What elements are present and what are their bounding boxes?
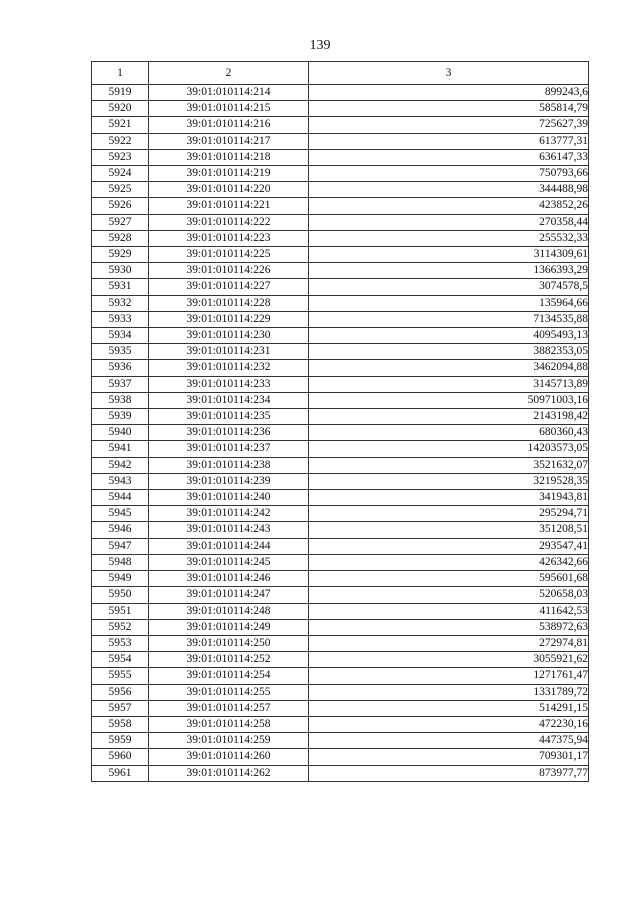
cadastral-value-cell: 472230,16 xyxy=(309,716,589,732)
cadastral-value-cell: 270358,44 xyxy=(309,214,589,230)
row-number-cell: 5932 xyxy=(92,295,149,311)
cadastral-value-cell: 272974,81 xyxy=(309,635,589,651)
cadastral-value-cell: 3114309,61 xyxy=(309,247,589,263)
cadastral-value-cell: 514291,15 xyxy=(309,700,589,716)
cadastral-number-cell: 39:01:010114:248 xyxy=(149,603,309,619)
row-number-cell: 5927 xyxy=(92,214,149,230)
row-number-cell: 5951 xyxy=(92,603,149,619)
cadastral-value-table xyxy=(91,61,589,782)
cadastral-value-cell: 3074578,5 xyxy=(309,279,589,295)
table-row xyxy=(92,101,589,117)
cadastral-value-cell: 520658,03 xyxy=(309,587,589,603)
table-row xyxy=(92,635,589,651)
cadastral-value-cell: 1331789,72 xyxy=(309,684,589,700)
cadastral-number-cell: 39:01:010114:240 xyxy=(149,490,309,506)
table-row xyxy=(92,392,589,408)
column-header-1: 1 xyxy=(92,62,149,85)
cadastral-number-cell: 39:01:010114:235 xyxy=(149,409,309,425)
table-row xyxy=(92,700,589,716)
table-row xyxy=(92,214,589,230)
page-number: 139 xyxy=(309,38,331,53)
cadastral-value-cell: 750793,66 xyxy=(309,166,589,182)
table-row xyxy=(92,522,589,538)
cadastral-number-cell: 39:01:010114:214 xyxy=(149,85,309,101)
cadastral-number-cell: 39:01:010114:227 xyxy=(149,279,309,295)
row-number-cell: 5958 xyxy=(92,716,149,732)
cadastral-number-cell: 39:01:010114:232 xyxy=(149,360,309,376)
cadastral-number-cell: 39:01:010114:236 xyxy=(149,425,309,441)
table-row xyxy=(92,360,589,376)
cadastral-value-cell: 3219528,35 xyxy=(309,473,589,489)
table-row xyxy=(92,765,589,781)
row-number-cell: 5921 xyxy=(92,117,149,133)
row-number-cell: 5939 xyxy=(92,409,149,425)
cadastral-number-cell: 39:01:010114:238 xyxy=(149,457,309,473)
row-number-cell: 5952 xyxy=(92,619,149,635)
cadastral-number-cell: 39:01:010114:230 xyxy=(149,328,309,344)
table-row xyxy=(92,198,589,214)
cadastral-value-cell: 255532,33 xyxy=(309,230,589,246)
row-number-cell: 5949 xyxy=(92,571,149,587)
table-row xyxy=(92,619,589,635)
cadastral-value-cell: 725627,39 xyxy=(309,117,589,133)
cadastral-number-cell: 39:01:010114:237 xyxy=(149,441,309,457)
cadastral-number-cell: 39:01:010114:229 xyxy=(149,311,309,327)
cadastral-number-cell: 39:01:010114:220 xyxy=(149,182,309,198)
row-number-cell: 5928 xyxy=(92,230,149,246)
cadastral-value-cell: 680360,43 xyxy=(309,425,589,441)
row-number-cell: 5955 xyxy=(92,668,149,684)
row-number-cell: 5930 xyxy=(92,263,149,279)
cadastral-number-cell: 39:01:010114:239 xyxy=(149,473,309,489)
table-body xyxy=(92,85,589,782)
cadastral-number-cell: 39:01:010114:219 xyxy=(149,166,309,182)
cadastral-number-cell: 39:01:010114:215 xyxy=(149,101,309,117)
cadastral-number-cell: 39:01:010114:254 xyxy=(149,668,309,684)
table-row xyxy=(92,279,589,295)
table-row xyxy=(92,716,589,732)
cadastral-value-cell: 3145713,89 xyxy=(309,376,589,392)
table-row xyxy=(92,473,589,489)
table-row xyxy=(92,376,589,392)
cadastral-number-cell: 39:01:010114:223 xyxy=(149,230,309,246)
cadastral-value-cell: 585814,79 xyxy=(309,101,589,117)
table-row xyxy=(92,85,589,101)
table-row xyxy=(92,295,589,311)
cadastral-value-cell: 135964,66 xyxy=(309,295,589,311)
cadastral-number-cell: 39:01:010114:228 xyxy=(149,295,309,311)
table-row xyxy=(92,506,589,522)
row-number-cell: 5960 xyxy=(92,749,149,765)
cadastral-number-cell: 39:01:010114:260 xyxy=(149,749,309,765)
row-number-cell: 5957 xyxy=(92,700,149,716)
cadastral-number-cell: 39:01:010114:242 xyxy=(149,506,309,522)
cadastral-number-cell: 39:01:010114:258 xyxy=(149,716,309,732)
table-row xyxy=(92,133,589,149)
cadastral-value-cell: 3882353,05 xyxy=(309,344,589,360)
row-number-cell: 5941 xyxy=(92,441,149,457)
cadastral-number-cell: 39:01:010114:250 xyxy=(149,635,309,651)
cadastral-number-cell: 39:01:010114:221 xyxy=(149,198,309,214)
cadastral-value-cell: 3521632,07 xyxy=(309,457,589,473)
table-row xyxy=(92,247,589,263)
cadastral-number-cell: 39:01:010114:234 xyxy=(149,392,309,408)
table-row xyxy=(92,587,589,603)
row-number-cell: 5931 xyxy=(92,279,149,295)
table-row xyxy=(92,490,589,506)
table-header xyxy=(92,62,589,85)
table-row xyxy=(92,182,589,198)
row-number-cell: 5940 xyxy=(92,425,149,441)
table-row xyxy=(92,457,589,473)
cadastral-value-cell: 1271761,47 xyxy=(309,668,589,684)
row-number-cell: 5920 xyxy=(92,101,149,117)
table-row xyxy=(92,652,589,668)
cadastral-value-cell: 411642,53 xyxy=(309,603,589,619)
cadastral-value-cell: 14203573,05 xyxy=(309,441,589,457)
row-number-cell: 5942 xyxy=(92,457,149,473)
row-number-cell: 5938 xyxy=(92,392,149,408)
cadastral-number-cell: 39:01:010114:255 xyxy=(149,684,309,700)
cadastral-value-cell: 344488,98 xyxy=(309,182,589,198)
row-number-cell: 5953 xyxy=(92,635,149,651)
cadastral-value-cell: 426342,66 xyxy=(309,554,589,570)
table-row xyxy=(92,149,589,165)
cadastral-number-cell: 39:01:010114:216 xyxy=(149,117,309,133)
cadastral-value-cell: 636147,33 xyxy=(309,149,589,165)
cadastral-value-cell: 538972,63 xyxy=(309,619,589,635)
cadastral-value-cell: 351208,51 xyxy=(309,522,589,538)
table-row xyxy=(92,441,589,457)
cadastral-value-cell: 293547,41 xyxy=(309,538,589,554)
row-number-cell: 5925 xyxy=(92,182,149,198)
table-row xyxy=(92,554,589,570)
row-number-cell: 5954 xyxy=(92,652,149,668)
table-row xyxy=(92,571,589,587)
cadastral-number-cell: 39:01:010114:233 xyxy=(149,376,309,392)
cadastral-number-cell: 39:01:010114:259 xyxy=(149,733,309,749)
cadastral-number-cell: 39:01:010114:244 xyxy=(149,538,309,554)
table-row xyxy=(92,328,589,344)
cadastral-number-cell: 39:01:010114:217 xyxy=(149,133,309,149)
row-number-cell: 5948 xyxy=(92,554,149,570)
table-row xyxy=(92,749,589,765)
row-number-cell: 5945 xyxy=(92,506,149,522)
cadastral-value-cell: 2143198,42 xyxy=(309,409,589,425)
cadastral-number-cell: 39:01:010114:257 xyxy=(149,700,309,716)
table-row xyxy=(92,311,589,327)
row-number-cell: 5961 xyxy=(92,765,149,781)
cadastral-number-cell: 39:01:010114:243 xyxy=(149,522,309,538)
cadastral-number-cell: 39:01:010114:262 xyxy=(149,765,309,781)
row-number-cell: 5924 xyxy=(92,166,149,182)
cadastral-value-cell: 7134535,88 xyxy=(309,311,589,327)
table-row xyxy=(92,684,589,700)
cadastral-value-cell: 447375,94 xyxy=(309,733,589,749)
table-row xyxy=(92,603,589,619)
cadastral-value-cell: 709301,17 xyxy=(309,749,589,765)
cadastral-number-cell: 39:01:010114:249 xyxy=(149,619,309,635)
table-row xyxy=(92,263,589,279)
cadastral-value-cell: 595601,68 xyxy=(309,571,589,587)
cadastral-value-cell: 1366393,29 xyxy=(309,263,589,279)
row-number-cell: 5922 xyxy=(92,133,149,149)
row-number-cell: 5919 xyxy=(92,85,149,101)
cadastral-value-cell: 873977,77 xyxy=(309,765,589,781)
cadastral-number-cell: 39:01:010114:231 xyxy=(149,344,309,360)
row-number-cell: 5936 xyxy=(92,360,149,376)
table-row xyxy=(92,117,589,133)
row-number-cell: 5935 xyxy=(92,344,149,360)
row-number-cell: 5937 xyxy=(92,376,149,392)
cadastral-number-cell: 39:01:010114:222 xyxy=(149,214,309,230)
cadastral-number-cell: 39:01:010114:247 xyxy=(149,587,309,603)
header-row xyxy=(92,62,589,85)
row-number-cell: 5944 xyxy=(92,490,149,506)
cadastral-number-cell: 39:01:010114:218 xyxy=(149,149,309,165)
table-row xyxy=(92,425,589,441)
cadastral-number-cell: 39:01:010114:226 xyxy=(149,263,309,279)
row-number-cell: 5926 xyxy=(92,198,149,214)
cadastral-value-cell: 3055921,62 xyxy=(309,652,589,668)
cadastral-value-cell: 4095493,13 xyxy=(309,328,589,344)
cadastral-number-cell: 39:01:010114:252 xyxy=(149,652,309,668)
row-number-cell: 5923 xyxy=(92,149,149,165)
column-header-2: 2 xyxy=(149,62,309,85)
table-row xyxy=(92,166,589,182)
table-row xyxy=(92,668,589,684)
row-number-cell: 5946 xyxy=(92,522,149,538)
table-row xyxy=(92,538,589,554)
row-number-cell: 5943 xyxy=(92,473,149,489)
table-row xyxy=(92,409,589,425)
cadastral-number-cell: 39:01:010114:225 xyxy=(149,247,309,263)
cadastral-number-cell: 39:01:010114:245 xyxy=(149,554,309,570)
cadastral-value-cell: 295294,71 xyxy=(309,506,589,522)
column-header-3: 3 xyxy=(309,62,589,85)
row-number-cell: 5934 xyxy=(92,328,149,344)
row-number-cell: 5956 xyxy=(92,684,149,700)
cadastral-number-cell: 39:01:010114:246 xyxy=(149,571,309,587)
table-row xyxy=(92,344,589,360)
row-number-cell: 5950 xyxy=(92,587,149,603)
row-number-cell: 5933 xyxy=(92,311,149,327)
cadastral-value-cell: 50971003,16 xyxy=(309,392,589,408)
cadastral-value-cell: 3462094,88 xyxy=(309,360,589,376)
table-row xyxy=(92,733,589,749)
cadastral-value-cell: 613777,31 xyxy=(309,133,589,149)
cadastral-value-cell: 341943,81 xyxy=(309,490,589,506)
cadastral-value-cell: 899243,6 xyxy=(309,85,589,101)
row-number-cell: 5929 xyxy=(92,247,149,263)
row-number-cell: 5947 xyxy=(92,538,149,554)
row-number-cell: 5959 xyxy=(92,733,149,749)
table-row xyxy=(92,230,589,246)
cadastral-value-cell: 423852,26 xyxy=(309,198,589,214)
